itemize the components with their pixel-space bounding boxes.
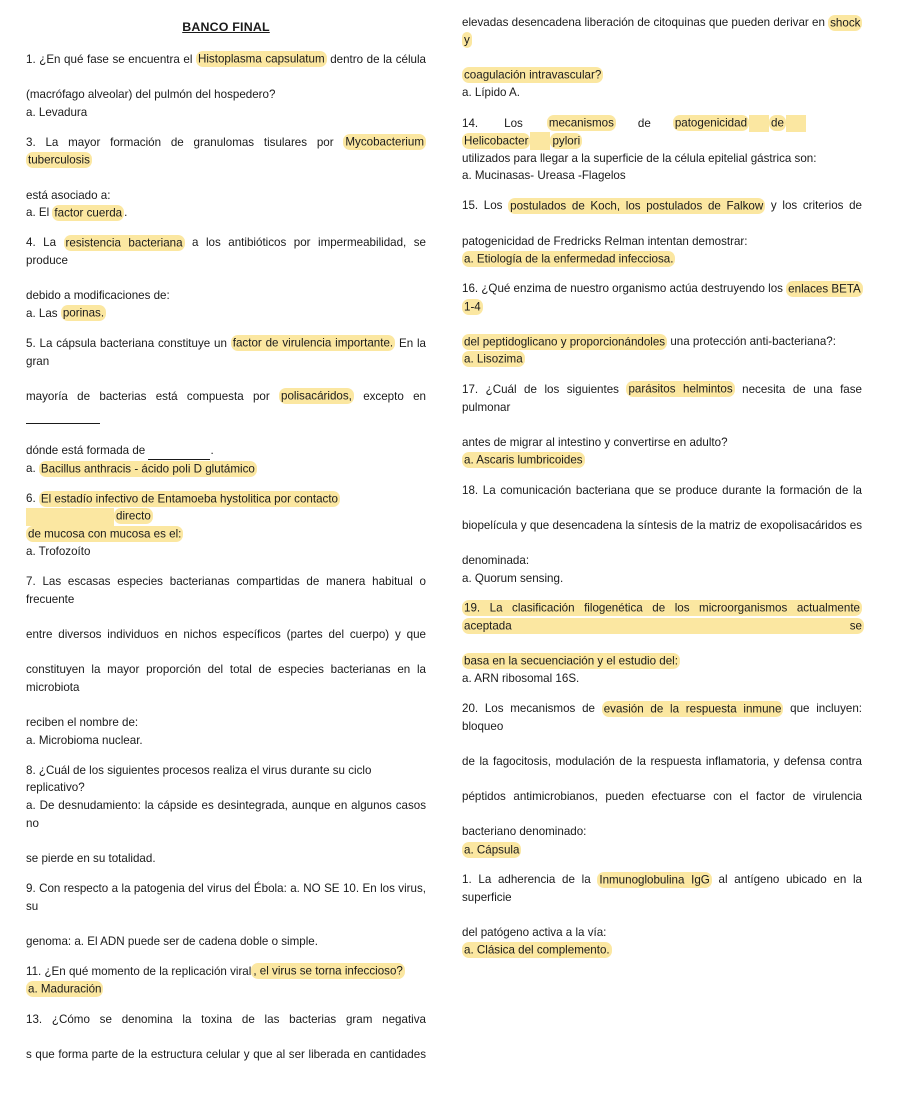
justification-gap — [478, 115, 504, 133]
question-block — [26, 490, 426, 560]
question-block — [462, 14, 862, 102]
justification-gap — [530, 132, 550, 150]
plain-text: 6. — [26, 492, 39, 506]
text-line — [462, 434, 862, 452]
question-block — [26, 762, 426, 868]
question-block — [462, 482, 862, 588]
text-line — [462, 351, 862, 369]
plain-text: a. El — [26, 206, 53, 220]
text-line — [26, 661, 426, 714]
highlighted-text: postulados de Koch, los postulados de Falkow — [510, 199, 764, 213]
plain-text: a. Trofozoíto — [26, 545, 91, 559]
question-block — [462, 700, 862, 858]
plain-text: 18. La comunicación bacteriana que se produce durante la formación de la — [462, 483, 862, 497]
text-line — [462, 280, 862, 333]
question-block — [26, 335, 426, 478]
text-line — [462, 871, 862, 924]
fill-in-blank — [148, 442, 210, 461]
text-line — [26, 490, 426, 525]
highlighted-text: evasión de la respuesta inmune — [603, 702, 782, 716]
question-block — [26, 880, 426, 950]
text-line — [462, 451, 862, 469]
highlighted-text: porinas. — [62, 306, 105, 320]
highlighted-text: mecanismos — [548, 116, 614, 130]
highlighted-text: a. Cápsula — [464, 843, 520, 857]
text-line — [26, 762, 426, 797]
plain-text: entre diversos individuos en nichos específicos (partes del cuerpo) y que — [26, 628, 426, 642]
right-question-list — [462, 14, 862, 959]
highlighted-text: 19. La clasificación filogenética de los microorganismos actualmente aceptada se — [464, 601, 862, 633]
highlighted-text: basa en la secuenciación y el estudio del: — [464, 654, 678, 668]
text-line — [26, 204, 426, 222]
text-line — [26, 526, 426, 544]
text-line — [26, 626, 426, 661]
plain-text: denominada: — [462, 553, 530, 567]
highlighted-text: Histoplasma capsulatum — [197, 52, 325, 66]
highlighted-text: patogenicidad — [674, 116, 748, 130]
plain-text: necesita de una fase pulmonar — [462, 382, 862, 414]
page-title: BANCO FINAL — [182, 20, 270, 34]
plain-text: a. Las — [26, 306, 61, 320]
highlighted-text: El estadío infectivo de Entamoeba hystolitica por contacto — [40, 492, 338, 506]
plain-text: 20. Los mecanismos de — [462, 702, 602, 716]
text-line — [462, 250, 862, 268]
plain-text: al antígeno ubicado en la superficie — [462, 873, 862, 904]
question-block — [26, 573, 426, 749]
plain-text: a los antibióticos por impermeabilidad, se produce — [26, 236, 427, 267]
question-block — [462, 115, 862, 185]
text-line — [26, 287, 426, 305]
justification-gap — [651, 115, 673, 133]
plain-text: 17. ¿Cuál de los siguientes — [462, 382, 627, 396]
text-line — [462, 942, 862, 960]
plain-text: una protección anti-bacteriana?: — [667, 335, 836, 349]
plain-text: dentro de la célula — [326, 52, 426, 66]
text-line — [462, 552, 862, 570]
justification-gap — [26, 508, 114, 526]
plain-text: 1. ¿En qué fase se encuentra el — [26, 52, 196, 66]
plain-text: . — [210, 443, 214, 457]
text-line — [462, 67, 862, 85]
text-line — [26, 981, 426, 999]
highlighted-text: resistencia bacteriana — [65, 236, 183, 250]
highlighted-text: a. Etiología de la enfermedad infecciosa. — [464, 252, 674, 266]
text-line — [26, 714, 426, 732]
text-line — [26, 134, 426, 187]
text-line — [462, 115, 862, 150]
text-line — [26, 305, 426, 323]
text-line — [462, 197, 862, 232]
text-line — [462, 700, 862, 753]
plain-text: a. De desnudamiento: la cápside es desintegrada, aunque en algunos casos no — [26, 799, 426, 830]
plain-text: del patógeno activa a la vía: — [462, 926, 607, 940]
text-line — [462, 482, 862, 517]
text-line — [26, 234, 426, 287]
plain-text: reciben el nombre de: — [26, 716, 139, 730]
text-line — [26, 1046, 426, 1081]
plain-text: 11. ¿En qué momento de la replicación viral — [26, 964, 252, 978]
text-line — [462, 167, 862, 185]
highlighted-text: factor cuerda — [54, 206, 123, 220]
question-block — [26, 1011, 426, 1081]
plain-text: mayoría de bacterias está compuesta por — [26, 389, 279, 403]
text-line — [462, 823, 862, 841]
question-block — [26, 51, 426, 121]
highlighted-text: polisacáridos, — [281, 389, 352, 403]
plain-text: (macrófago alveolar) del pulmón del hospedero? — [26, 88, 276, 102]
justification-gap — [786, 115, 806, 133]
highlighted-text: a. Maduración — [28, 982, 102, 996]
highlighted-text: de — [771, 116, 784, 130]
plain-text: . — [124, 206, 128, 220]
plain-text: 1. La adherencia de la — [462, 873, 598, 887]
text-line — [26, 51, 426, 86]
highlighted-text: shock y — [464, 16, 861, 47]
question-block — [26, 134, 426, 222]
text-line — [462, 150, 862, 168]
highlighted-text: , el virus se torna infeccioso? — [253, 964, 403, 978]
highlighted-text: parásitos helmintos — [628, 382, 733, 396]
text-line — [26, 335, 426, 388]
plain-text: y los criterios de — [765, 199, 862, 213]
text-line — [26, 1011, 426, 1046]
text-line — [26, 933, 426, 951]
highlighted-text: a. Ascaris lumbricoides — [464, 453, 583, 467]
plain-text: dónde está formada de — [26, 443, 149, 457]
plain-text: bacteriano denominado: — [462, 825, 587, 839]
highlighted-text: Inmunoglobulina IgG — [599, 873, 710, 887]
text-line — [26, 442, 426, 461]
plain-text: En la gran — [26, 336, 426, 368]
plain-text: constituyen la mayor proporción del total de especies bacterianas en la microbiota — [26, 663, 426, 694]
left-text-column — [26, 14, 426, 1094]
highlighted-text: Mycobacterium tuberculosis — [28, 135, 424, 167]
text-line — [462, 788, 862, 823]
left-question-list — [26, 51, 426, 1081]
plain-text: 16. ¿Qué enzima de nuestro organismo actúa destruyendo los — [462, 282, 787, 296]
plain-text: s que forma parte de la estructura celular y que al ser liberada en cantidades — [26, 1047, 426, 1061]
text-line — [462, 841, 862, 859]
plain-text: está asociado a: — [26, 188, 111, 202]
highlighted-text: pylori — [552, 134, 581, 148]
text-line — [462, 924, 862, 942]
question-block — [462, 871, 862, 959]
question-block — [462, 381, 862, 469]
plain-text: a. — [26, 462, 39, 476]
plain-text: 13. ¿Cómo se denomina la toxina de las bacterias gram negativa — [26, 1012, 426, 1026]
plain-text: se pierde en su totalidad. — [26, 851, 156, 865]
fill-in-blank — [26, 405, 100, 424]
question-block — [462, 197, 862, 267]
plain-text: 8. ¿Cuál de los siguientes procesos realiza el virus durante su ciclo replicativo? — [26, 763, 372, 795]
highlighted-text: de mucosa con mucosa es el: — [28, 527, 182, 541]
plain-text: 4. La — [26, 236, 64, 250]
plain-text: a. Levadura — [26, 105, 88, 119]
plain-text: debido a modificaciones de: — [26, 289, 170, 303]
highlighted-text: factor de virulencia importante. — [232, 336, 394, 350]
plain-text: 14. — [462, 116, 479, 130]
justification-gap — [749, 115, 769, 133]
plain-text: 7. Las escasas especies bacterianas compartidas de manera habitual o frecuente — [26, 575, 426, 606]
text-line — [462, 14, 862, 67]
text-line — [462, 753, 862, 788]
plain-text: genoma: a. El ADN puede ser de cadena doble o simple. — [26, 934, 318, 948]
text-line — [26, 187, 426, 205]
plain-text: péptidos antimicrobianos, pueden efectuarse con el factor de virulencia — [462, 790, 862, 804]
question-block — [26, 963, 426, 998]
plain-text: 15. Los — [462, 199, 509, 213]
highlighted-text: Bacillus anthracis - ácido poli D glutámico — [40, 462, 255, 476]
highlighted-text: directo — [116, 509, 151, 523]
text-line — [26, 543, 426, 561]
plain-text: a. Quorum sensing. — [462, 571, 564, 585]
highlighted-text: del peptidoglicano y proporcionándoles — [464, 335, 666, 349]
plain-text: de — [637, 116, 651, 130]
right-text-column — [462, 14, 862, 972]
plain-text: 5. La cápsula bacteriana constituye un — [26, 336, 231, 350]
highlighted-text: coagulación intravascular? — [464, 68, 602, 82]
text-line — [462, 233, 862, 251]
plain-text: utilizados para llegar a la superficie de la célula epitelial gástrica son: — [462, 151, 817, 165]
plain-text: a. ARN ribosomal 16S. — [462, 672, 580, 686]
text-line — [462, 517, 862, 552]
plain-text: a. Lípido A. — [462, 86, 521, 100]
text-line — [26, 104, 426, 122]
question-block — [462, 280, 862, 368]
justification-gap — [616, 115, 638, 133]
plain-text: antes de migrar al intestino y convertirse en adulto? — [462, 435, 728, 449]
question-block — [462, 600, 862, 688]
plain-text: a. Microbioma nuclear. — [26, 733, 143, 747]
highlighted-text: a. Lisozima — [464, 352, 523, 366]
justification-gap — [523, 115, 547, 133]
text-line — [26, 797, 426, 850]
plain-text: de la fagocitosis, modulación de la respuesta inflamatoria, y defensa contra — [462, 755, 862, 769]
plain-text: Los — [504, 116, 523, 130]
question-block — [26, 234, 426, 322]
plain-text: biopelícula y que desencadena la síntesis de la matriz de exopolisacáridos es — [462, 518, 862, 532]
plain-text: 3. La mayor formación de granulomas tisulares por — [26, 135, 344, 149]
text-line — [26, 573, 426, 626]
text-line — [26, 880, 426, 933]
plain-text: que incluyen: bloqueo — [462, 702, 862, 733]
plain-text: a. Mucinasas- Ureasa -Flagelos — [462, 169, 626, 183]
text-line — [462, 653, 862, 671]
plain-text: excepto en — [353, 389, 426, 403]
plain-text: elevadas desencadena liberación de citoquinas que pueden derivar en — [462, 16, 829, 29]
text-line — [26, 963, 426, 981]
text-line — [26, 460, 426, 478]
text-line — [462, 670, 862, 688]
text-line — [462, 333, 862, 351]
text-line — [26, 850, 426, 868]
plain-text: 9. Con respecto a la patogenia del virus del Ébola: a. NO SE 10. En los virus, su — [26, 881, 426, 913]
highlighted-text: enlaces BETA 1-4 — [464, 282, 861, 314]
text-line — [462, 381, 862, 434]
text-line — [26, 732, 426, 750]
two-column-layout — [26, 14, 878, 1061]
text-line — [26, 388, 426, 442]
plain-text: patogenicidad de Fredricks Relman intentan demostrar: — [462, 234, 748, 248]
text-line — [26, 86, 426, 104]
highlighted-text: Helicobacter — [464, 134, 529, 148]
text-line — [462, 600, 862, 653]
highlighted-text: a. Clásica del complemento. — [464, 943, 610, 957]
text-line — [462, 84, 862, 102]
text-line — [462, 570, 862, 588]
